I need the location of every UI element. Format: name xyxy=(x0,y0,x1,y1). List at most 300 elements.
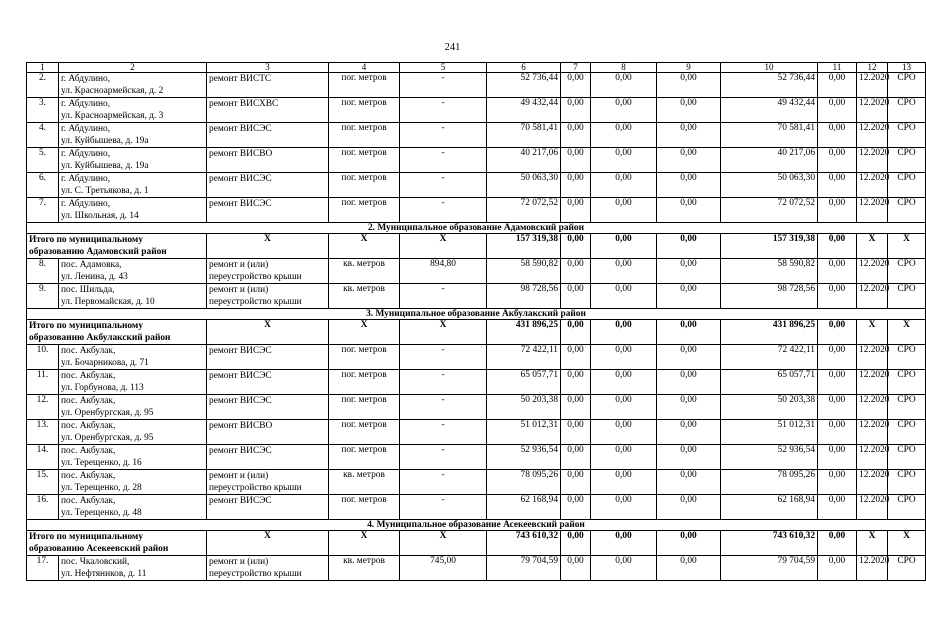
deadline-cell: 12.2020 xyxy=(857,173,888,198)
deadline-cell: 12.2020 xyxy=(857,495,888,520)
address-cell xyxy=(59,98,207,123)
column-number: 13 xyxy=(888,63,926,73)
address-cell-line: ул. Нефтяников, д. 11 xyxy=(61,569,147,579)
method-cell: СРО xyxy=(888,345,926,370)
amount-cell: 0,00 xyxy=(561,148,591,173)
fund-amount-cell: 62 168,94 xyxy=(721,495,818,520)
address-cell-line: пос. Акбулак, xyxy=(61,471,116,481)
unit-cell: пог. метров xyxy=(329,370,400,395)
quantity-cell: - xyxy=(400,148,487,173)
address-cell-line: ул. Терещенко, д. 16 xyxy=(61,458,142,468)
deadline-cell: 12.2020 xyxy=(857,395,888,420)
work-type-cell-line: переустройство крыши xyxy=(209,569,302,579)
total-cost-cell: 50 063,30 xyxy=(487,173,561,198)
work-type-cell xyxy=(207,73,329,98)
work-type-cell-line: ремонт ВИСЭС xyxy=(209,199,272,209)
column-number-row xyxy=(27,63,926,73)
amount-cell: 0,00 xyxy=(818,531,857,556)
quantity-cell: 745,00 xyxy=(400,556,487,581)
address-cell-line: ул. Оренбургская, д. 95 xyxy=(61,433,154,443)
amount-cell: 0,00 xyxy=(591,173,657,198)
column-number: 10 xyxy=(721,63,818,73)
fund-amount-cell: 72 072,52 xyxy=(721,198,818,223)
section-header-row xyxy=(27,223,926,234)
amount-cell: 0,00 xyxy=(561,234,591,259)
subtotal-amount: 157 319,38 xyxy=(487,234,561,259)
table-row xyxy=(27,420,926,445)
amount-cell: 0,00 xyxy=(591,556,657,581)
unit-cell: пог. метров xyxy=(329,495,400,520)
amount-cell: 0,00 xyxy=(561,495,591,520)
deadline-cell: 12.2020 xyxy=(857,148,888,173)
x-mark: Х xyxy=(400,531,487,556)
x-mark: Х xyxy=(207,320,329,345)
column-number: 1 xyxy=(27,63,59,73)
column-number: 11 xyxy=(818,63,857,73)
amount-cell: 0,00 xyxy=(591,495,657,520)
subtotal-label-line: Итого по муниципальному xyxy=(29,321,144,331)
method-cell: СРО xyxy=(888,470,926,495)
subtotal-label-line: образованию Акбулакский район xyxy=(29,333,171,343)
row-number: 5. xyxy=(27,148,59,173)
x-mark: Х xyxy=(888,234,926,259)
unit-cell: кв. метров xyxy=(329,284,400,309)
amount-cell: 0,00 xyxy=(591,98,657,123)
amount-cell: 0,00 xyxy=(818,234,857,259)
table-row xyxy=(27,284,926,309)
method-cell: СРО xyxy=(888,123,926,148)
column-number: 7 xyxy=(561,63,591,73)
row-number: 6. xyxy=(27,173,59,198)
amount-cell: 0,00 xyxy=(818,556,857,581)
amount-cell: 0,00 xyxy=(818,148,857,173)
x-mark: Х xyxy=(207,531,329,556)
unit-cell: пог. метров xyxy=(329,73,400,98)
work-type-cell xyxy=(207,395,329,420)
unit-cell: пог. метров xyxy=(329,445,400,470)
amount-cell: 0,00 xyxy=(657,284,721,309)
amount-cell: 0,00 xyxy=(818,470,857,495)
fund-amount-cell: 65 057,71 xyxy=(721,370,818,395)
work-type-cell-line: ремонт ВИСЭС xyxy=(209,124,272,134)
address-cell-line: г. Абдулино, xyxy=(61,174,111,184)
amount-cell: 0,00 xyxy=(561,123,591,148)
amount-cell: 0,00 xyxy=(657,420,721,445)
deadline-cell: 12.2020 xyxy=(857,123,888,148)
method-cell: СРО xyxy=(888,259,926,284)
fund-amount-cell: 79 704,59 xyxy=(721,556,818,581)
amount-cell: 0,00 xyxy=(561,370,591,395)
work-type-cell-line: переустройство крыши xyxy=(209,297,302,307)
work-type-cell xyxy=(207,556,329,581)
subtotal-label xyxy=(27,234,207,259)
work-type-cell-line: переустройство крыши xyxy=(209,483,302,493)
fund-amount-cell: 78 095,26 xyxy=(721,470,818,495)
address-cell xyxy=(59,259,207,284)
table-row xyxy=(27,345,926,370)
quantity-cell: - xyxy=(400,284,487,309)
amount-cell: 0,00 xyxy=(591,234,657,259)
address-cell-line: ул. Оренбургская, д. 95 xyxy=(61,408,154,418)
address-cell xyxy=(59,420,207,445)
table-row xyxy=(27,395,926,420)
row-number: 12. xyxy=(27,395,59,420)
address-cell xyxy=(59,173,207,198)
work-type-cell-line: ремонт и (или) xyxy=(209,260,269,270)
address-cell xyxy=(59,198,207,223)
x-mark: Х xyxy=(857,234,888,259)
amount-cell: 0,00 xyxy=(591,345,657,370)
amount-cell: 0,00 xyxy=(591,320,657,345)
address-cell-line: г. Абдулино, xyxy=(61,199,111,209)
amount-cell: 0,00 xyxy=(561,173,591,198)
work-type-cell xyxy=(207,148,329,173)
row-number: 2. xyxy=(27,73,59,98)
column-number: 8 xyxy=(591,63,657,73)
amount-cell: 0,00 xyxy=(657,173,721,198)
address-cell-line: ул. Красноармейская, д. 3 xyxy=(61,111,164,121)
row-number: 11. xyxy=(27,370,59,395)
amount-cell: 0,00 xyxy=(591,395,657,420)
section-header-row xyxy=(27,309,926,320)
fund-amount-cell: 98 728,56 xyxy=(721,284,818,309)
table-row xyxy=(27,198,926,223)
amount-cell: 0,00 xyxy=(591,123,657,148)
amount-cell: 0,00 xyxy=(657,234,721,259)
fund-amount-cell: 50 203,38 xyxy=(721,395,818,420)
subtotal-amount: 157 319,38 xyxy=(721,234,818,259)
address-cell-line: ул. Первомайская, д. 10 xyxy=(61,297,155,307)
quantity-cell: - xyxy=(400,73,487,98)
work-type-cell xyxy=(207,198,329,223)
table-row xyxy=(27,73,926,98)
total-cost-cell: 79 704,59 xyxy=(487,556,561,581)
amount-cell: 0,00 xyxy=(561,556,591,581)
subtotal-label-line: Итого по муниципальному xyxy=(29,235,144,245)
subtotal-row xyxy=(27,234,926,259)
row-number: 16. xyxy=(27,495,59,520)
deadline-cell: 12.2020 xyxy=(857,98,888,123)
unit-cell: пог. метров xyxy=(329,123,400,148)
address-cell-line: ул. Красноармейская, д. 2 xyxy=(61,86,164,96)
work-type-cell xyxy=(207,370,329,395)
subtotal-label xyxy=(27,320,207,345)
quantity-cell: 894,80 xyxy=(400,259,487,284)
amount-cell: 0,00 xyxy=(591,370,657,395)
address-cell-line: ул. Бочарникова, д. 71 xyxy=(61,358,149,368)
work-type-cell xyxy=(207,123,329,148)
work-type-cell xyxy=(207,284,329,309)
amount-cell: 0,00 xyxy=(657,531,721,556)
quantity-cell: - xyxy=(400,495,487,520)
address-cell-line: ул. С. Третьякова, д. 1 xyxy=(61,186,149,196)
amount-cell: 0,00 xyxy=(657,320,721,345)
address-cell xyxy=(59,470,207,495)
work-type-cell xyxy=(207,495,329,520)
total-cost-cell: 49 432,44 xyxy=(487,98,561,123)
amount-cell: 0,00 xyxy=(591,531,657,556)
unit-cell: пог. метров xyxy=(329,198,400,223)
quantity-cell: - xyxy=(400,445,487,470)
row-number: 9. xyxy=(27,284,59,309)
work-type-cell-line: ремонт ВИСЭС xyxy=(209,346,272,356)
quantity-cell: - xyxy=(400,345,487,370)
work-type-cell xyxy=(207,173,329,198)
fund-amount-cell: 70 581,41 xyxy=(721,123,818,148)
amount-cell: 0,00 xyxy=(657,445,721,470)
x-mark: Х xyxy=(329,234,400,259)
table-row xyxy=(27,98,926,123)
amount-cell: 0,00 xyxy=(591,259,657,284)
x-mark: Х xyxy=(329,320,400,345)
amount-cell: 0,00 xyxy=(591,420,657,445)
subtotal-label-line: образованию Асекеевский район xyxy=(29,544,169,554)
amount-cell: 0,00 xyxy=(818,420,857,445)
amount-cell: 0,00 xyxy=(818,198,857,223)
work-type-cell xyxy=(207,445,329,470)
deadline-cell: 12.2020 xyxy=(857,420,888,445)
total-cost-cell: 40 217,06 xyxy=(487,148,561,173)
amount-cell: 0,00 xyxy=(657,556,721,581)
table-row xyxy=(27,445,926,470)
amount-cell: 0,00 xyxy=(657,98,721,123)
deadline-cell: 12.2020 xyxy=(857,284,888,309)
method-cell: СРО xyxy=(888,370,926,395)
method-cell: СРО xyxy=(888,556,926,581)
address-cell-line: пос. Акбулак, xyxy=(61,446,116,456)
column-number: 4 xyxy=(329,63,400,73)
quantity-cell: - xyxy=(400,123,487,148)
work-type-cell-line: ремонт ВИСВО xyxy=(209,149,273,159)
column-number: 2 xyxy=(59,63,207,73)
address-cell-line: ул. Терещенко, д. 48 xyxy=(61,508,142,518)
amount-cell: 0,00 xyxy=(657,470,721,495)
table-row xyxy=(27,495,926,520)
column-number: 6 xyxy=(487,63,561,73)
table-row xyxy=(27,470,926,495)
section-title: 4. Муниципальное образование Асекеевский район xyxy=(27,520,926,531)
address-cell-line: пос. Акбулак, xyxy=(61,371,116,381)
work-type-cell-line: ремонт и (или) xyxy=(209,285,269,295)
amount-cell: 0,00 xyxy=(591,73,657,98)
deadline-cell: 12.2020 xyxy=(857,370,888,395)
x-mark: Х xyxy=(888,320,926,345)
address-cell-line: пос. Акбулак, xyxy=(61,421,116,431)
deadline-cell: 12.2020 xyxy=(857,445,888,470)
subtotal-row xyxy=(27,320,926,345)
total-cost-cell: 62 168,94 xyxy=(487,495,561,520)
row-number: 13. xyxy=(27,420,59,445)
subtotal-amount: 431 896,25 xyxy=(721,320,818,345)
total-cost-cell: 50 203,38 xyxy=(487,395,561,420)
work-type-cell xyxy=(207,420,329,445)
address-cell-line: ул. Школьная, д. 14 xyxy=(61,211,139,221)
section-title: 3. Муниципальное образование Акбулакский район xyxy=(27,309,926,320)
amount-cell: 0,00 xyxy=(657,198,721,223)
unit-cell: пог. метров xyxy=(329,345,400,370)
amount-cell: 0,00 xyxy=(818,73,857,98)
page-number: 241 xyxy=(444,42,461,53)
address-cell-line: ул. Куйбышева, д. 19а xyxy=(61,161,149,171)
address-cell-line: ул. Куйбышева, д. 19а xyxy=(61,136,149,146)
unit-cell: пог. метров xyxy=(329,98,400,123)
unit-cell: пог. метров xyxy=(329,395,400,420)
total-cost-cell: 72 072,52 xyxy=(487,198,561,223)
x-mark: Х xyxy=(857,320,888,345)
amount-cell: 0,00 xyxy=(818,370,857,395)
amount-cell: 0,00 xyxy=(657,148,721,173)
amount-cell: 0,00 xyxy=(591,198,657,223)
total-cost-cell: 98 728,56 xyxy=(487,284,561,309)
row-number: 7. xyxy=(27,198,59,223)
work-type-cell-line: ремонт и (или) xyxy=(209,557,269,567)
table-row xyxy=(27,123,926,148)
quantity-cell: - xyxy=(400,395,487,420)
work-type-cell-line: ремонт ВИСВО xyxy=(209,421,273,431)
deadline-cell: 12.2020 xyxy=(857,259,888,284)
row-number: 14. xyxy=(27,445,59,470)
address-cell xyxy=(59,445,207,470)
total-cost-cell: 58 590,82 xyxy=(487,259,561,284)
work-type-cell-line: переустройство крыши xyxy=(209,272,302,282)
column-number: 3 xyxy=(207,63,329,73)
x-mark: Х xyxy=(888,531,926,556)
row-number: 15. xyxy=(27,470,59,495)
amount-cell: 0,00 xyxy=(591,148,657,173)
amount-cell: 0,00 xyxy=(561,531,591,556)
row-number: 8. xyxy=(27,259,59,284)
amount-cell: 0,00 xyxy=(561,320,591,345)
address-cell xyxy=(59,148,207,173)
amount-cell: 0,00 xyxy=(818,320,857,345)
unit-cell: пог. метров xyxy=(329,173,400,198)
subtotal-amount: 743 610,32 xyxy=(721,531,818,556)
amount-cell: 0,00 xyxy=(818,98,857,123)
address-cell-line: г. Абдулино, xyxy=(61,124,111,134)
address-cell-line: пос. Шильда, xyxy=(61,285,115,295)
address-cell xyxy=(59,345,207,370)
x-mark: Х xyxy=(400,320,487,345)
unit-cell: кв. метров xyxy=(329,259,400,284)
fund-amount-cell: 58 590,82 xyxy=(721,259,818,284)
x-mark: Х xyxy=(207,234,329,259)
table-row xyxy=(27,148,926,173)
work-type-cell-line: ремонт и (или) xyxy=(209,471,269,481)
fund-amount-cell: 40 217,06 xyxy=(721,148,818,173)
section-header-row xyxy=(27,520,926,531)
method-cell: СРО xyxy=(888,284,926,309)
amount-cell: 0,00 xyxy=(561,470,591,495)
amount-cell: 0,00 xyxy=(561,395,591,420)
column-number: 5 xyxy=(400,63,487,73)
amount-cell: 0,00 xyxy=(657,395,721,420)
total-cost-cell: 65 057,71 xyxy=(487,370,561,395)
address-cell xyxy=(59,495,207,520)
fund-amount-cell: 52 936,54 xyxy=(721,445,818,470)
work-type-cell-line: ремонт ВИСЭС xyxy=(209,496,272,506)
fund-amount-cell: 52 736,44 xyxy=(721,73,818,98)
amount-cell: 0,00 xyxy=(591,470,657,495)
work-type-cell-line: ремонт ВИСЭС xyxy=(209,396,272,406)
amount-cell: 0,00 xyxy=(657,495,721,520)
x-mark: Х xyxy=(400,234,487,259)
unit-cell: пог. метров xyxy=(329,148,400,173)
amount-cell: 0,00 xyxy=(657,345,721,370)
total-cost-cell: 78 095,26 xyxy=(487,470,561,495)
table-row xyxy=(27,556,926,581)
subtotal-label-line: Итого по муниципальному xyxy=(29,532,144,542)
unit-cell: пог. метров xyxy=(329,420,400,445)
address-cell-line: г. Абдулино, xyxy=(61,74,111,84)
method-cell: СРО xyxy=(888,98,926,123)
quantity-cell: - xyxy=(400,198,487,223)
method-cell: СРО xyxy=(888,148,926,173)
x-mark: Х xyxy=(329,531,400,556)
address-cell-line: ул. Терещенко, д. 28 xyxy=(61,483,142,493)
deadline-cell: 12.2020 xyxy=(857,198,888,223)
method-cell: СРО xyxy=(888,198,926,223)
address-cell-line: пос. Акбулак, xyxy=(61,396,116,406)
amount-cell: 0,00 xyxy=(561,98,591,123)
method-cell: СРО xyxy=(888,395,926,420)
address-cell-line: г. Абдулино, xyxy=(61,99,111,109)
row-number: 17. xyxy=(27,556,59,581)
x-mark: Х xyxy=(857,531,888,556)
amount-cell: 0,00 xyxy=(818,259,857,284)
total-cost-cell: 70 581,41 xyxy=(487,123,561,148)
subtotal-label xyxy=(27,531,207,556)
unit-cell: кв. метров xyxy=(329,470,400,495)
fund-amount-cell: 49 432,44 xyxy=(721,98,818,123)
work-type-cell xyxy=(207,470,329,495)
subtotal-row xyxy=(27,531,926,556)
work-type-cell-line: ремонт ВИСХВС xyxy=(209,99,279,109)
address-cell xyxy=(59,284,207,309)
amount-cell: 0,00 xyxy=(818,345,857,370)
work-type-cell-line: ремонт ВИСЭС xyxy=(209,446,272,456)
amount-cell: 0,00 xyxy=(818,173,857,198)
address-cell-line: ул. Ленина, д. 43 xyxy=(61,272,128,282)
amount-cell: 0,00 xyxy=(561,345,591,370)
method-cell: СРО xyxy=(888,73,926,98)
amount-cell: 0,00 xyxy=(591,445,657,470)
quantity-cell: - xyxy=(400,98,487,123)
method-cell: СРО xyxy=(888,445,926,470)
table-row xyxy=(27,173,926,198)
method-cell: СРО xyxy=(888,173,926,198)
work-type-cell-line: ремонт ВИСЭС xyxy=(209,174,272,184)
quantity-cell: - xyxy=(400,370,487,395)
total-cost-cell: 72 422,11 xyxy=(487,345,561,370)
fund-amount-cell: 50 063,30 xyxy=(721,173,818,198)
amount-cell: 0,00 xyxy=(561,259,591,284)
row-number: 3. xyxy=(27,98,59,123)
deadline-cell: 12.2020 xyxy=(857,470,888,495)
amount-cell: 0,00 xyxy=(561,73,591,98)
deadline-cell: 12.2020 xyxy=(857,73,888,98)
amount-cell: 0,00 xyxy=(818,123,857,148)
amount-cell: 0,00 xyxy=(657,259,721,284)
amount-cell: 0,00 xyxy=(818,445,857,470)
amount-cell: 0,00 xyxy=(818,284,857,309)
address-cell-line: ул. Горбунова, д. 113 xyxy=(61,383,144,393)
row-number: 4. xyxy=(27,123,59,148)
amount-cell: 0,00 xyxy=(657,73,721,98)
total-cost-cell: 51 012,31 xyxy=(487,420,561,445)
work-type-cell xyxy=(207,98,329,123)
column-number: 9 xyxy=(657,63,721,73)
amount-cell: 0,00 xyxy=(657,123,721,148)
